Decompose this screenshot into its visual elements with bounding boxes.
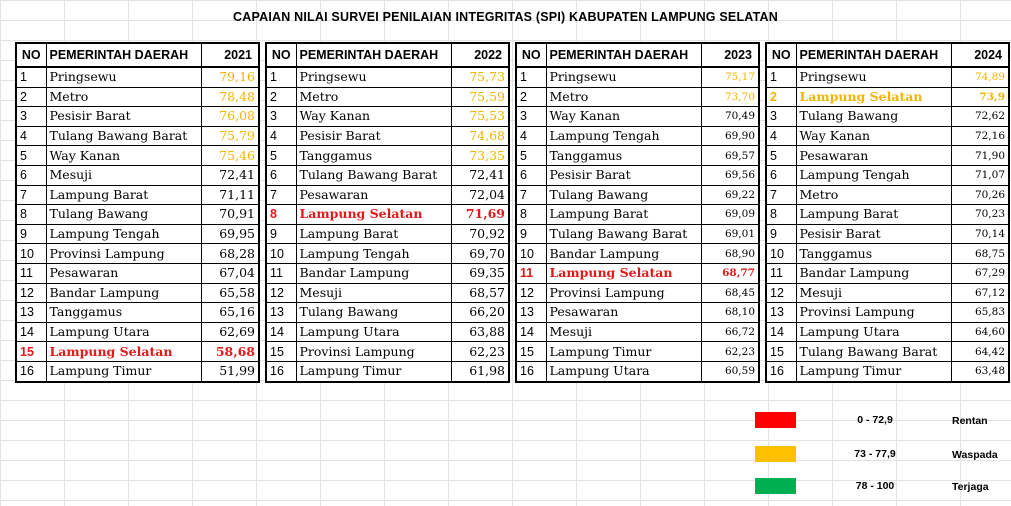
table-2023 <box>515 42 760 383</box>
cell-region: Lampung Utara <box>46 322 201 342</box>
table-row <box>516 87 759 107</box>
cell-value: 62,23 <box>451 342 509 362</box>
table-row <box>16 107 259 127</box>
cell-region: Lampung Timur <box>296 361 451 381</box>
header-no: NO <box>266 43 296 67</box>
cell-no: 4 <box>516 126 546 146</box>
cell-value: 62,23 <box>701 342 759 362</box>
cell-no: 2 <box>766 87 796 107</box>
cell-value: 75,17 <box>701 67 759 87</box>
cell-region: Lampung Timur <box>46 361 201 381</box>
cell-no: 13 <box>266 303 296 323</box>
cell-value: 71,90 <box>951 146 1009 166</box>
cell-value: 72,41 <box>201 165 259 185</box>
cell-region: Lampung Barat <box>546 205 701 225</box>
cell-value: 72,41 <box>451 165 509 185</box>
cell-no: 15 <box>766 342 796 362</box>
cell-no: 8 <box>266 205 296 225</box>
cell-no: 11 <box>516 263 546 283</box>
cell-region: Lampung Utara <box>796 322 951 342</box>
cell-no: 9 <box>266 224 296 244</box>
cell-region: Lampung Selatan <box>546 263 701 283</box>
cell-no: 11 <box>266 263 296 283</box>
table-row <box>516 361 759 381</box>
cell-value: 63,88 <box>451 322 509 342</box>
cell-region: Provinsi Lampung <box>296 342 451 362</box>
cell-no: 3 <box>516 107 546 127</box>
header-region: PEMERINTAH DAERAH <box>796 43 951 67</box>
cell-value: 63,48 <box>951 361 1009 381</box>
table-row <box>516 263 759 283</box>
cell-no: 12 <box>766 283 796 303</box>
cell-region: Tanggamus <box>296 146 451 166</box>
table-2024 <box>765 42 1010 383</box>
table-row <box>266 263 509 283</box>
cell-region: Lampung Selatan <box>296 205 451 225</box>
cell-no: 9 <box>516 224 546 244</box>
cell-value: 65,83 <box>951 303 1009 323</box>
page-title: CAPAIAN NILAI SURVEI PENILAIAN INTEGRITAS (SPI) KABUPATEN LAMPUNG SELATAN <box>233 10 778 24</box>
cell-no: 14 <box>16 322 46 342</box>
table-row <box>266 283 509 303</box>
table-row <box>516 283 759 303</box>
cell-value: 69,56 <box>701 165 759 185</box>
cell-no: 9 <box>766 224 796 244</box>
cell-no: 15 <box>266 342 296 362</box>
cell-region: Bandar Lampung <box>46 283 201 303</box>
cell-region: Pesawaran <box>796 146 951 166</box>
legend-swatch <box>755 412 796 428</box>
header-year: 2023 <box>701 43 759 67</box>
table-row <box>266 126 509 146</box>
cell-no: 15 <box>516 342 546 362</box>
cell-region: Lampung Barat <box>46 185 201 205</box>
cell-value: 71,69 <box>451 205 509 225</box>
cell-value: 62,69 <box>201 322 259 342</box>
cell-value: 75,46 <box>201 146 259 166</box>
table-row <box>516 322 759 342</box>
table-row <box>266 185 509 205</box>
table-row <box>516 224 759 244</box>
table-row <box>766 67 1009 87</box>
table-row <box>516 205 759 225</box>
table-row <box>266 361 509 381</box>
header-region: PEMERINTAH DAERAH <box>546 43 701 67</box>
cell-region: Way Kanan <box>796 126 951 146</box>
table-row <box>16 185 259 205</box>
cell-value: 61,98 <box>451 361 509 381</box>
cell-value: 73,35 <box>451 146 509 166</box>
table-2021 <box>15 42 260 383</box>
cell-no: 10 <box>16 244 46 264</box>
cell-region: Lampung Tengah <box>796 165 951 185</box>
cell-region: Lampung Selatan <box>46 342 201 362</box>
cell-value: 68,10 <box>701 303 759 323</box>
header-region: PEMERINTAH DAERAH <box>46 43 201 67</box>
cell-region: Bandar Lampung <box>796 263 951 283</box>
table-row <box>16 224 259 244</box>
table-row <box>766 126 1009 146</box>
cell-no: 13 <box>16 303 46 323</box>
cell-no: 12 <box>516 283 546 303</box>
cell-value: 73,70 <box>701 87 759 107</box>
cell-value: 68,57 <box>451 283 509 303</box>
cell-region: Mesuji <box>546 322 701 342</box>
table-row <box>266 107 509 127</box>
cell-no: 13 <box>766 303 796 323</box>
cell-no: 8 <box>16 205 46 225</box>
table-row <box>16 126 259 146</box>
cell-region: Mesuji <box>796 283 951 303</box>
table-row <box>766 322 1009 342</box>
cell-value: 74,68 <box>451 126 509 146</box>
cell-region: Metro <box>46 87 201 107</box>
cell-no: 7 <box>16 185 46 205</box>
table-row <box>16 87 259 107</box>
cell-no: 8 <box>516 205 546 225</box>
table-row <box>516 342 759 362</box>
cell-region: Bandar Lampung <box>546 244 701 264</box>
legend-swatch <box>755 446 796 462</box>
table-row <box>16 303 259 323</box>
table-row <box>766 263 1009 283</box>
table-row <box>766 303 1009 323</box>
cell-value: 64,60 <box>951 322 1009 342</box>
cell-region: Tulang Bawang <box>296 303 451 323</box>
table-row <box>16 263 259 283</box>
cell-region: Tulang Bawang Barat <box>796 342 951 362</box>
cell-no: 4 <box>266 126 296 146</box>
cell-no: 16 <box>16 361 46 381</box>
table-row <box>766 205 1009 225</box>
cell-region: Tulang Bawang <box>546 185 701 205</box>
legend-label: Waspada <box>952 449 998 461</box>
table-row <box>16 146 259 166</box>
header-year: 2022 <box>451 43 509 67</box>
cell-region: Way Kanan <box>46 146 201 166</box>
cell-no: 11 <box>766 263 796 283</box>
table-row <box>16 342 259 362</box>
cell-value: 68,77 <box>701 263 759 283</box>
cell-region: Pringsewu <box>546 67 701 87</box>
cell-region: Lampung Timur <box>796 361 951 381</box>
cell-value: 69,90 <box>701 126 759 146</box>
cell-value: 73,9 <box>951 87 1009 107</box>
table-row <box>266 224 509 244</box>
table-row <box>766 107 1009 127</box>
cell-region: Lampung Utara <box>546 361 701 381</box>
legend-range: 0 - 72,9 <box>857 414 893 426</box>
cell-no: 6 <box>766 165 796 185</box>
cell-no: 10 <box>516 244 546 264</box>
header-no: NO <box>16 43 46 67</box>
cell-region: Tulang Bawang <box>46 205 201 225</box>
cell-no: 7 <box>766 185 796 205</box>
cell-no: 14 <box>266 322 296 342</box>
cell-value: 69,01 <box>701 224 759 244</box>
cell-region: Pringsewu <box>46 67 201 87</box>
table-row <box>266 303 509 323</box>
cell-region: Pesawaran <box>296 185 451 205</box>
cell-value: 75,79 <box>201 126 259 146</box>
cell-no: 3 <box>266 107 296 127</box>
cell-value: 71,11 <box>201 185 259 205</box>
cell-no: 9 <box>16 224 46 244</box>
cell-no: 16 <box>516 361 546 381</box>
cell-region: Way Kanan <box>546 107 701 127</box>
cell-value: 69,57 <box>701 146 759 166</box>
cell-no: 5 <box>16 146 46 166</box>
table-row <box>16 283 259 303</box>
table-row <box>516 126 759 146</box>
cell-value: 71,07 <box>951 165 1009 185</box>
cell-region: Lampung Timur <box>546 342 701 362</box>
cell-value: 70,91 <box>201 205 259 225</box>
cell-no: 2 <box>266 87 296 107</box>
table-row <box>766 146 1009 166</box>
cell-value: 66,72 <box>701 322 759 342</box>
cell-no: 4 <box>766 126 796 146</box>
cell-region: Way Kanan <box>296 107 451 127</box>
cell-region: Metro <box>296 87 451 107</box>
cell-value: 75,53 <box>451 107 509 127</box>
cell-region: Tulang Bawang <box>796 107 951 127</box>
header-no: NO <box>766 43 796 67</box>
cell-no: 6 <box>16 165 46 185</box>
cell-region: Bandar Lampung <box>296 263 451 283</box>
cell-no: 14 <box>516 322 546 342</box>
cell-value: 68,28 <box>201 244 259 264</box>
table-row <box>16 67 259 87</box>
cell-region: Mesuji <box>296 283 451 303</box>
cell-no: 3 <box>766 107 796 127</box>
cell-no: 11 <box>16 263 46 283</box>
table-row <box>266 342 509 362</box>
cell-region: Mesuji <box>46 165 201 185</box>
table-row <box>266 165 509 185</box>
table-row <box>766 342 1009 362</box>
cell-no: 1 <box>766 67 796 87</box>
cell-no: 5 <box>766 146 796 166</box>
cell-value: 74,89 <box>951 67 1009 87</box>
cell-no: 12 <box>16 283 46 303</box>
table-row <box>266 67 509 87</box>
table-row <box>16 322 259 342</box>
table-row <box>766 87 1009 107</box>
cell-value: 69,70 <box>451 244 509 264</box>
cell-region: Tanggamus <box>46 303 201 323</box>
table-row <box>266 146 509 166</box>
cell-value: 66,20 <box>451 303 509 323</box>
cell-no: 8 <box>766 205 796 225</box>
table-row <box>766 185 1009 205</box>
cell-value: 79,16 <box>201 67 259 87</box>
cell-no: 16 <box>766 361 796 381</box>
cell-value: 67,04 <box>201 263 259 283</box>
table-row <box>766 244 1009 264</box>
cell-value: 69,09 <box>701 205 759 225</box>
cell-no: 7 <box>516 185 546 205</box>
header-no: NO <box>516 43 546 67</box>
table-row <box>766 224 1009 244</box>
table-row <box>16 244 259 264</box>
cell-value: 67,29 <box>951 263 1009 283</box>
cell-value: 76,08 <box>201 107 259 127</box>
table-row <box>516 165 759 185</box>
cell-region: Lampung Utara <box>296 322 451 342</box>
cell-no: 1 <box>516 67 546 87</box>
cell-region: Pesisir Barat <box>546 165 701 185</box>
cell-value: 70,92 <box>451 224 509 244</box>
cell-no: 5 <box>266 146 296 166</box>
cell-no: 15 <box>16 342 46 362</box>
table-2022 <box>265 42 510 383</box>
cell-value: 72,04 <box>451 185 509 205</box>
cell-region: Pesisir Barat <box>46 107 201 127</box>
cell-region: Provinsi Lampung <box>46 244 201 264</box>
cell-no: 4 <box>16 126 46 146</box>
cell-no: 3 <box>16 107 46 127</box>
cell-value: 69,22 <box>701 185 759 205</box>
legend-swatch <box>755 478 796 494</box>
cell-value: 75,73 <box>451 67 509 87</box>
table-row <box>266 205 509 225</box>
cell-value: 70,14 <box>951 224 1009 244</box>
cell-value: 75,59 <box>451 87 509 107</box>
table-row <box>516 303 759 323</box>
cell-no: 2 <box>516 87 546 107</box>
cell-region: Tulang Bawang Barat <box>46 126 201 146</box>
cell-region: Lampung Selatan <box>796 87 951 107</box>
table-row <box>16 205 259 225</box>
cell-region: Lampung Barat <box>796 205 951 225</box>
cell-region: Lampung Tengah <box>296 244 451 264</box>
cell-region: Pesisir Barat <box>796 224 951 244</box>
cell-value: 64,42 <box>951 342 1009 362</box>
cell-region: Lampung Tengah <box>46 224 201 244</box>
cell-value: 70,49 <box>701 107 759 127</box>
cell-region: Provinsi Lampung <box>546 283 701 303</box>
legend-range: 73 - 77,9 <box>854 448 896 460</box>
cell-value: 69,95 <box>201 224 259 244</box>
cell-no: 14 <box>766 322 796 342</box>
cell-region: Tulang Bawang Barat <box>296 165 451 185</box>
cell-region: Pesawaran <box>546 303 701 323</box>
cell-region: Provinsi Lampung <box>796 303 951 323</box>
cell-value: 68,45 <box>701 283 759 303</box>
cell-value: 72,62 <box>951 107 1009 127</box>
header-region: PEMERINTAH DAERAH <box>296 43 451 67</box>
cell-region: Pesawaran <box>46 263 201 283</box>
cell-value: 67,12 <box>951 283 1009 303</box>
cell-region: Pesisir Barat <box>296 126 451 146</box>
table-row <box>16 361 259 381</box>
table-row <box>516 67 759 87</box>
cell-value: 65,58 <box>201 283 259 303</box>
cell-region: Lampung Tengah <box>546 126 701 146</box>
cell-value: 51,99 <box>201 361 259 381</box>
cell-no: 1 <box>16 67 46 87</box>
table-row <box>266 87 509 107</box>
cell-no: 12 <box>266 283 296 303</box>
cell-value: 70,23 <box>951 205 1009 225</box>
cell-no: 5 <box>516 146 546 166</box>
cell-no: 2 <box>16 87 46 107</box>
cell-value: 72,16 <box>951 126 1009 146</box>
cell-region: Tulang Bawang Barat <box>546 224 701 244</box>
table-row <box>766 283 1009 303</box>
cell-value: 68,90 <box>701 244 759 264</box>
cell-no: 16 <box>266 361 296 381</box>
table-row <box>266 322 509 342</box>
table-row <box>516 107 759 127</box>
legend-label: Rentan <box>952 415 988 427</box>
cell-no: 13 <box>516 303 546 323</box>
cell-value: 69,35 <box>451 263 509 283</box>
table-row <box>516 185 759 205</box>
cell-no: 10 <box>266 244 296 264</box>
cell-region: Lampung Barat <box>296 224 451 244</box>
header-year: 2021 <box>201 43 259 67</box>
header-year: 2024 <box>951 43 1009 67</box>
cell-no: 7 <box>266 185 296 205</box>
cell-region: Pringsewu <box>296 67 451 87</box>
cell-region: Tanggamus <box>546 146 701 166</box>
table-row <box>16 165 259 185</box>
cell-value: 65,16 <box>201 303 259 323</box>
cell-value: 58,68 <box>201 342 259 362</box>
table-row <box>766 165 1009 185</box>
cell-region: Metro <box>796 185 951 205</box>
cell-value: 68,75 <box>951 244 1009 264</box>
cell-no: 1 <box>266 67 296 87</box>
legend-label: Terjaga <box>952 481 989 493</box>
table-row <box>516 244 759 264</box>
cell-no: 6 <box>516 165 546 185</box>
cell-value: 78,48 <box>201 87 259 107</box>
legend-range: 78 - 100 <box>855 480 895 492</box>
table-row <box>766 361 1009 381</box>
cell-no: 6 <box>266 165 296 185</box>
cell-value: 60,59 <box>701 361 759 381</box>
table-row <box>516 146 759 166</box>
cell-region: Pringsewu <box>796 67 951 87</box>
cell-no: 10 <box>766 244 796 264</box>
cell-region: Metro <box>546 87 701 107</box>
cell-region: Tanggamus <box>796 244 951 264</box>
table-row <box>266 244 509 264</box>
cell-value: 70,26 <box>951 185 1009 205</box>
